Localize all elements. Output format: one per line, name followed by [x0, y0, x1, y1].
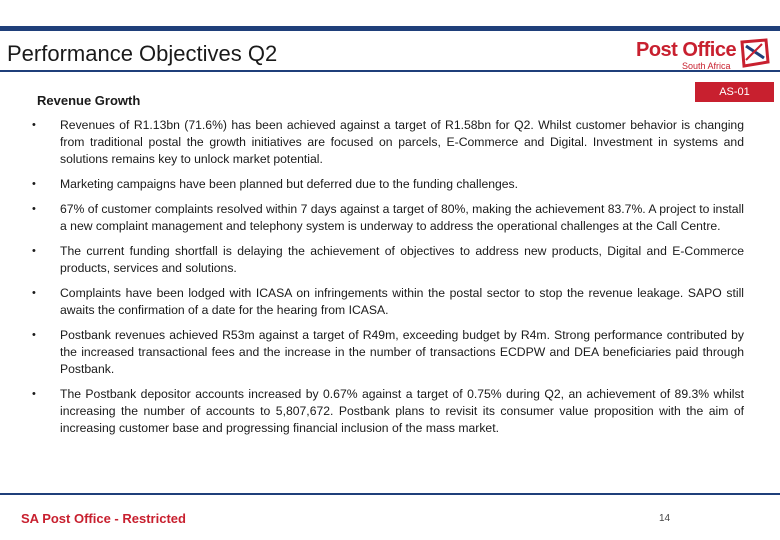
post-office-logo [636, 36, 772, 72]
bullet-marker: • [32, 177, 36, 190]
logo-emblem-icon [738, 36, 772, 70]
logo-name: Post Office [636, 39, 737, 61]
bullet-marker: • [32, 287, 36, 300]
bullet-item [30, 327, 744, 377]
footer-rule [0, 493, 780, 495]
page-title: Performance Objectives Q2 [7, 41, 278, 66]
bullet-text: Revenues of R1.13bn (71.6%) has been achieved against a target of R1.58bn for Q2. Whilst customer behavior is changing from traditional postal the growth initiatives are focused on parcels, E-Commerce and Digital. Investment in systems and solutions remains key to unlock market potential. [60, 118, 744, 166]
bullet-marker: • [32, 329, 36, 342]
logo-subtitle: South Africa [682, 61, 731, 71]
bullet-item [30, 243, 744, 277]
bullet-text: Complaints have been lodged with ICASA on infringements within the postal sector to stop the revenue leakage. SAPO still awaits the confirmation of a date for the hearing from ICASA. [60, 286, 744, 318]
bullet-marker: • [32, 203, 36, 216]
bullet-text: Postbank revenues achieved R53m against a target of R49m, exceeding budget by R4m. Strong performance contributed by the increased transactional fees and the increase in the number of transactions ECDPW and DEA beneficiaries paid through Postbank. [60, 328, 744, 377]
bullet-marker: • [32, 119, 36, 131]
page-number: 14 [659, 513, 671, 524]
bullet-list [30, 117, 744, 445]
slide-code-badge: AS-01 [695, 82, 774, 102]
bullet-marker: • [32, 245, 36, 258]
bullet-text: Marketing campaigns have been planned but deferred due to the funding challenges. [60, 176, 519, 191]
header-top-rule [0, 26, 780, 31]
bullet-text: The Postbank depositor accounts increased by 0.67% against a target of 0.75% during Q2, an achievement of 89.3% whilst increasing the number of accounts to 5,807,672. Postbank plans to revisit its consumer value proposition with the aim of increasing customer base and progressing financial inclusion of the mass market. [60, 387, 744, 435]
section-heading: Revenue Growth [37, 93, 141, 108]
classification-label: SA Post Office - Restricted [21, 511, 186, 526]
bullet-item [30, 285, 744, 319]
bullet-marker: • [32, 388, 36, 401]
bullet-item [30, 176, 744, 193]
bullet-item [30, 117, 744, 167]
bullet-text: The current funding shortfall is delaying the achievement of objectives to address new products, Digital and E-Commerce products, services and solutions. [60, 244, 744, 276]
bullet-text: 67% of customer complaints resolved within 7 days against a target of 80%, making the achievement 83.7%. A project to install a new complaint management and telephony system is underway to address the operational challenges at the Call Centre. [60, 202, 744, 233]
bullet-item [30, 201, 744, 235]
bullet-item [30, 386, 744, 436]
